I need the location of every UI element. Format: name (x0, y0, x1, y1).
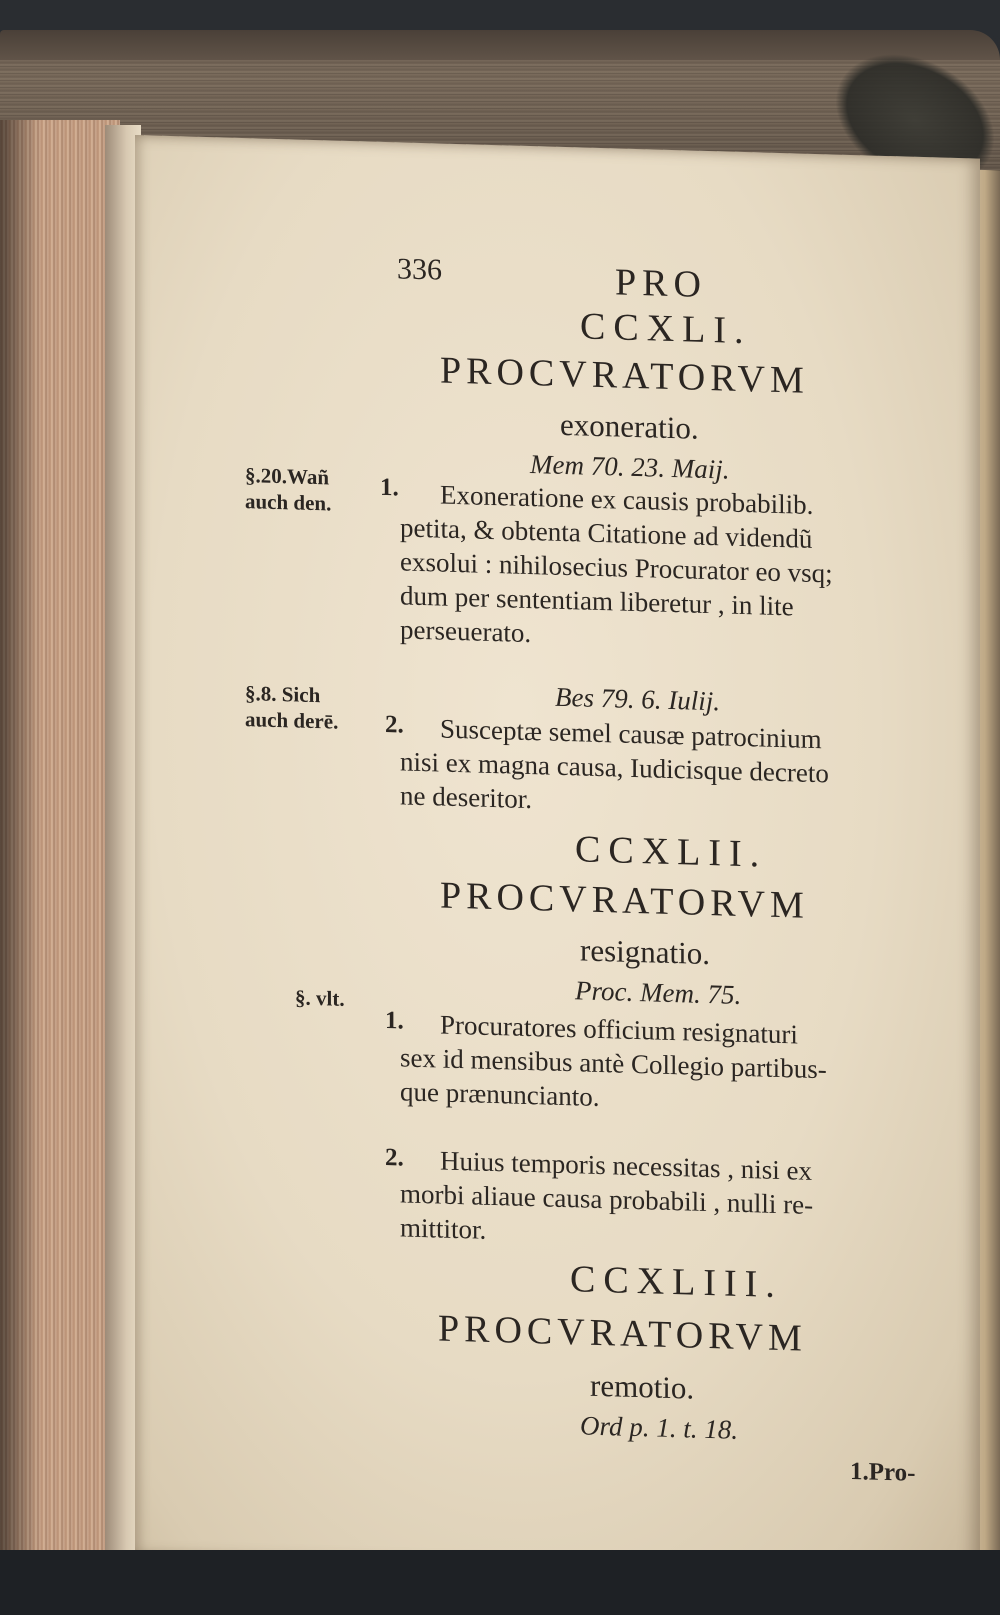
section-reference: Mem 70. 23. Maij. (530, 449, 730, 485)
margin-note: §. vlt. (295, 985, 345, 1011)
paragraph-number: 1. (380, 473, 399, 502)
left-shadow (0, 120, 40, 1550)
paragraph-line: exsolui : nihilosecius Procurator eo vsq; (400, 546, 833, 589)
section-title: PROCVRATORVM (440, 874, 809, 927)
paragraph-number: 2. (385, 1143, 404, 1172)
section-title: PROCVRATORVM (438, 1307, 807, 1360)
section-subtitle: remotio. (590, 1367, 695, 1406)
section-number: CCXLII. (575, 828, 768, 876)
paragraph-line: ne deseritor. (400, 780, 532, 815)
section-subtitle: exoneratio. (560, 406, 699, 446)
margin-note: auch derē. (245, 707, 339, 734)
paragraph (400, 714, 970, 832)
paragraph (400, 480, 970, 666)
paragraph-number: 1. (385, 1006, 404, 1035)
paragraph-line: mittitor. (400, 1212, 487, 1245)
margin-note: §.8. Sich (245, 681, 321, 708)
running-head: PRO (615, 261, 707, 306)
page-text (135, 135, 980, 1579)
margin-note: auch den. (245, 489, 332, 516)
paragraph-line: perseuerato. (400, 614, 532, 649)
paragraph-number: 2. (385, 710, 404, 739)
section-title: PROCVRATORVM (440, 349, 809, 402)
section-reference: Bes 79. 6. Iulij. (555, 681, 720, 717)
book-page (135, 135, 980, 1579)
paragraph-line: petita, & obtenta Citatione ad videndũ (400, 512, 813, 554)
section-reference: Proc. Mem. 75. (575, 975, 742, 1010)
section-reference: Ord p. 1. t. 18. (580, 1410, 739, 1445)
catchword: 1.Pro- (850, 1457, 916, 1487)
section-subtitle: resignatio. (580, 932, 710, 972)
paragraph (400, 1146, 970, 1264)
paragraph-line: nisi ex magna causa, Iudicisque decreto (400, 746, 829, 789)
background-bottom (0, 1550, 1000, 1615)
paragraph-line: morbi aliaue causa probabili , nulli re- (400, 1178, 814, 1220)
paragraph-line: dum per sententiam liberetur , in lite (400, 580, 794, 622)
paragraph-line: Susceptæ semel causæ patrocinium (440, 713, 822, 755)
section-number: CCXLIII. (570, 1258, 783, 1307)
section-number: CCXLI. (580, 305, 752, 353)
paragraph-line: que prænuncianto. (400, 1076, 600, 1112)
paragraph-line: Procuratores officium resignaturi (440, 1009, 798, 1050)
paragraph (400, 1010, 970, 1128)
paragraph-line: Huius temporis necessitas , nisi ex (440, 1145, 812, 1186)
page-number: 336 (397, 252, 442, 287)
paragraph-line: Exoneratione ex causis probabilib. (440, 479, 814, 520)
margin-note: §.20.Wañ (245, 463, 330, 490)
paragraph-line: sex id mensibus antè Collegio partibus- (400, 1042, 827, 1085)
